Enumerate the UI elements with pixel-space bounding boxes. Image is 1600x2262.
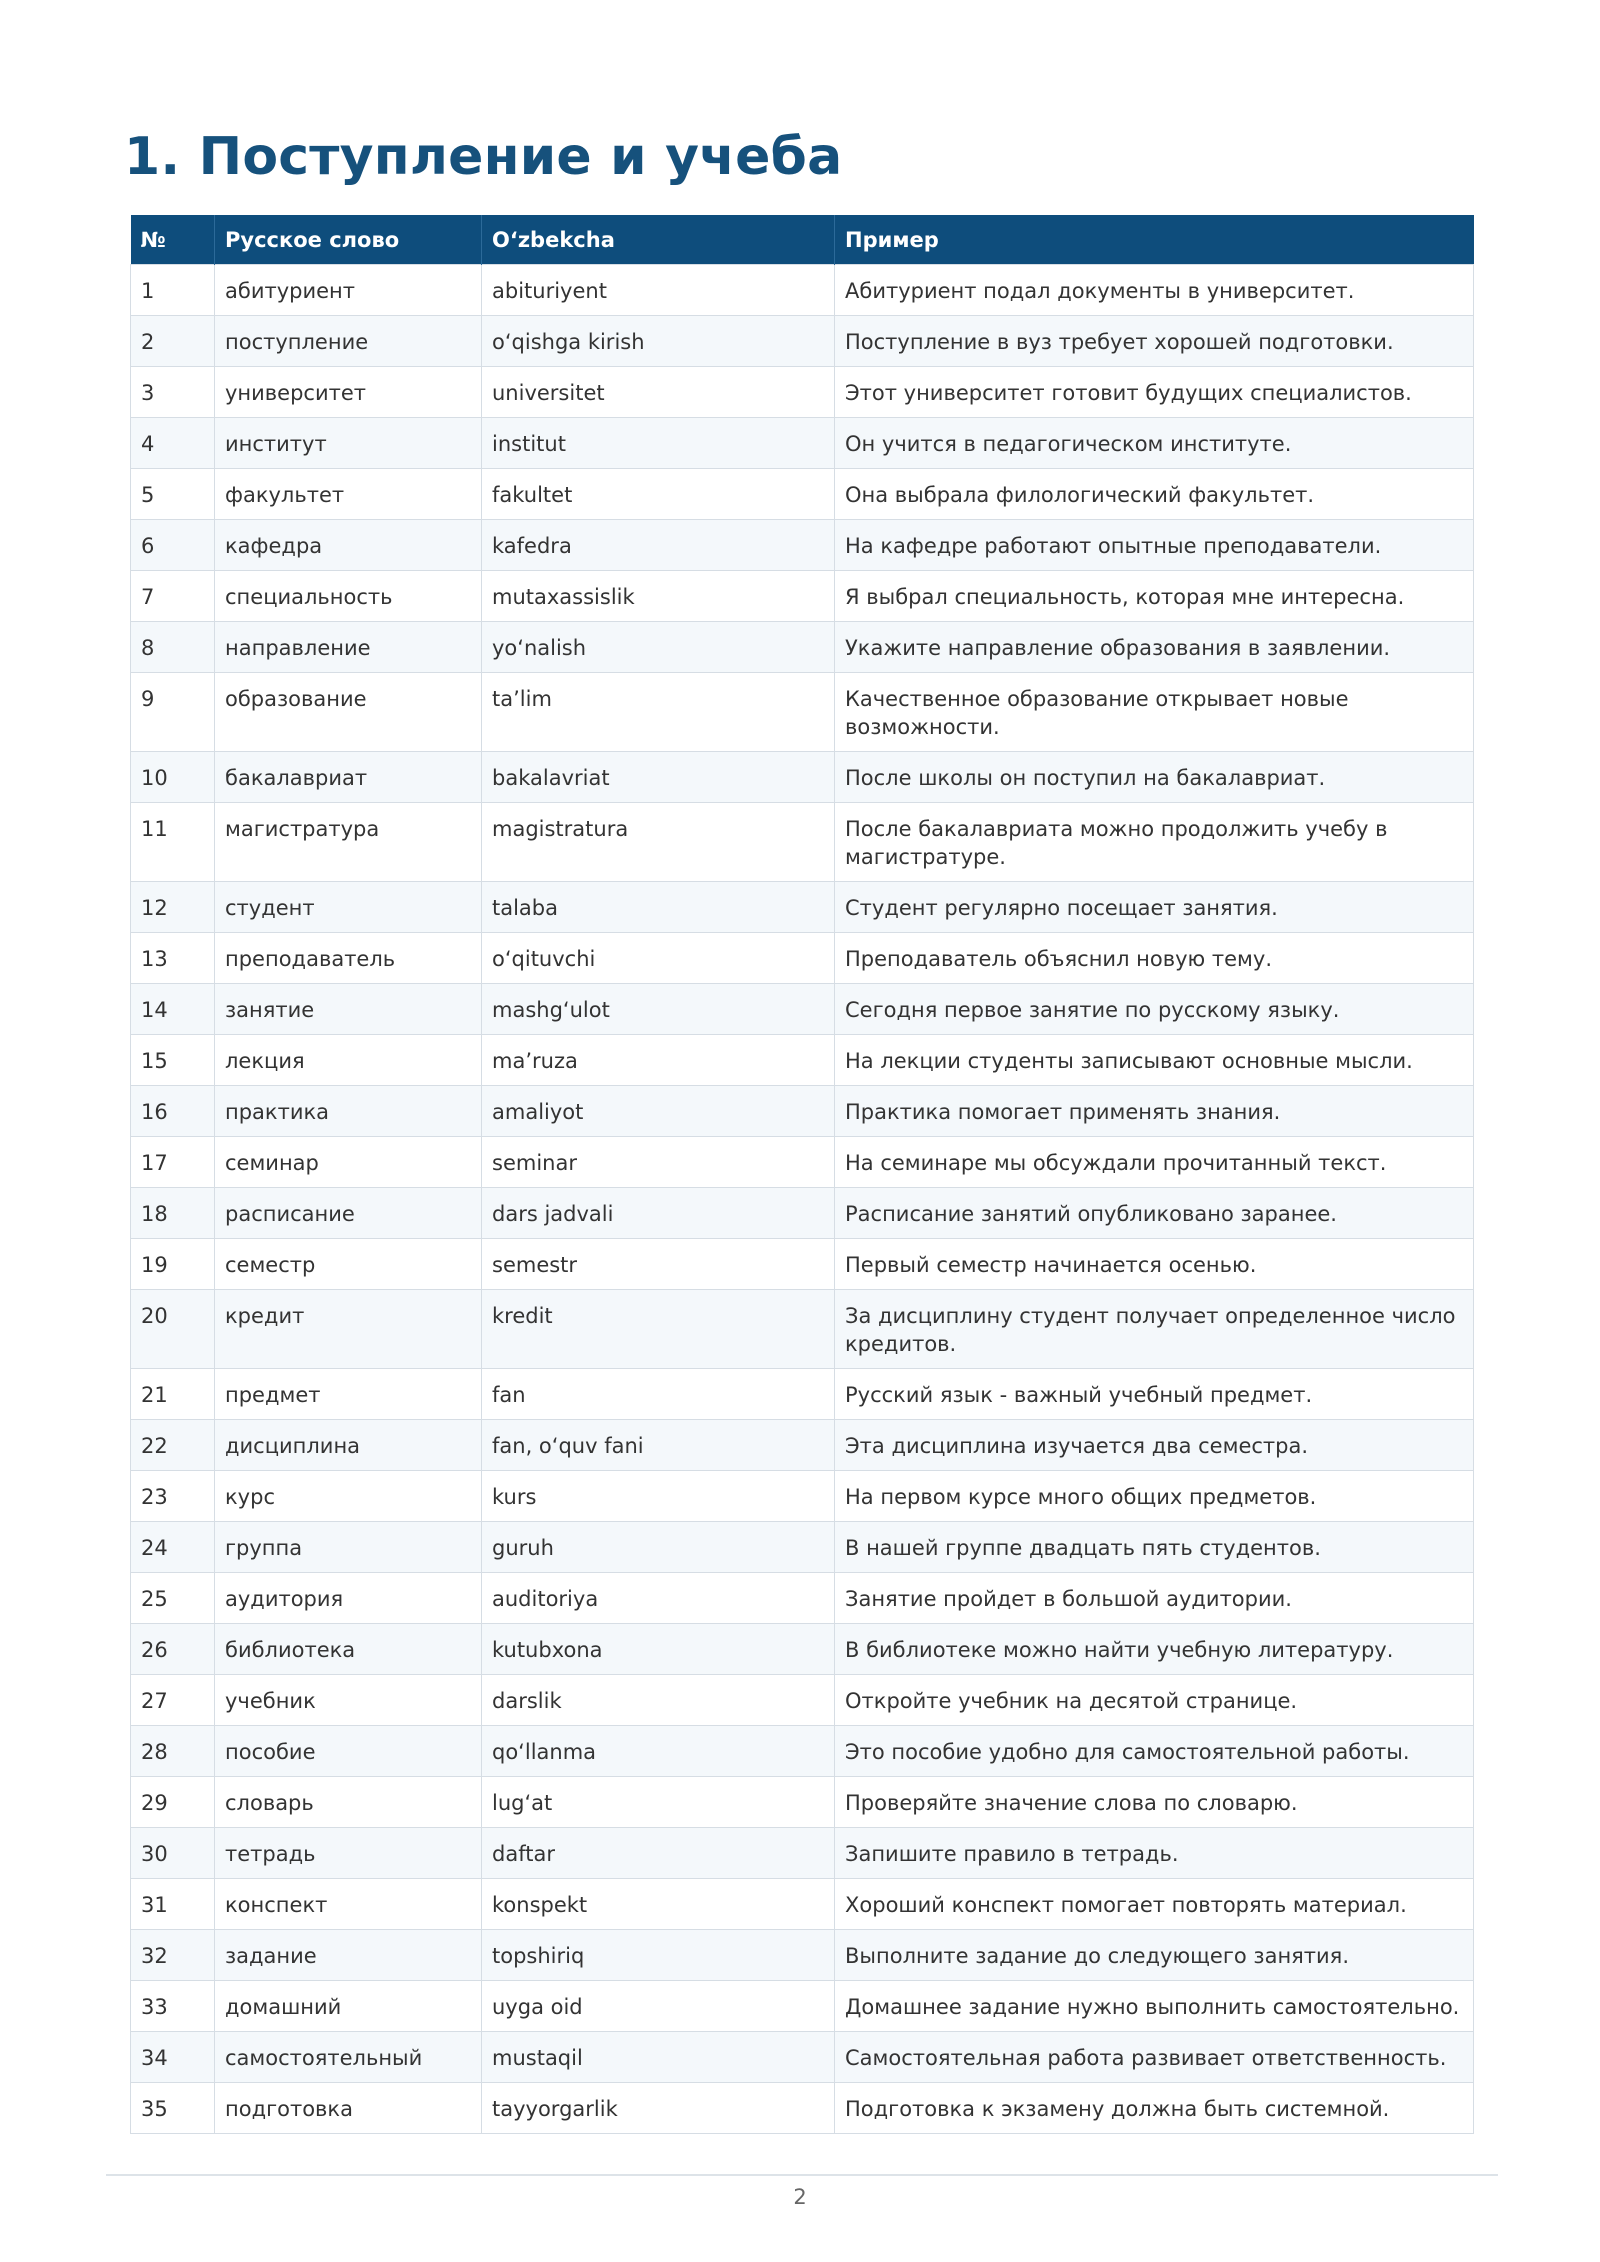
table-row: [131, 1035, 1474, 1086]
example-sentence: За дисциплину студент получает определенное число кредитов.: [835, 1290, 1474, 1369]
example-sentence: В библиотеке можно найти учебную литературу.: [835, 1624, 1474, 1675]
uzbek-word: topshiriq: [482, 1930, 835, 1981]
uzbek-word: guruh: [482, 1522, 835, 1573]
uzbek-word: kutubxona: [482, 1624, 835, 1675]
row-number: 24: [131, 1522, 215, 1573]
table-row: [131, 469, 1474, 520]
uzbek-word: institut: [482, 418, 835, 469]
table-row: [131, 1290, 1474, 1369]
table-row: [131, 1828, 1474, 1879]
example-sentence: Домашнее задание нужно выполнить самостоятельно.: [835, 1981, 1474, 2032]
table-row: [131, 984, 1474, 1035]
row-number: 12: [131, 882, 215, 933]
russian-word: самостоятельный: [215, 2032, 482, 2083]
example-sentence: Преподаватель объяснил новую тему.: [835, 933, 1474, 984]
example-sentence: После бакалавриата можно продолжить учебу в магистратуре.: [835, 803, 1474, 882]
header-russian-word: Русское слово: [215, 215, 482, 265]
example-sentence: Поступление в вуз требует хорошей подготовки.: [835, 316, 1474, 367]
table-body: [131, 265, 1474, 2134]
uzbek-word: darslik: [482, 1675, 835, 1726]
table-row: [131, 1981, 1474, 2032]
table-row: [131, 265, 1474, 316]
example-sentence: Она выбрала филологический факультет.: [835, 469, 1474, 520]
russian-word: домашний: [215, 1981, 482, 2032]
row-number: 25: [131, 1573, 215, 1624]
row-number: 34: [131, 2032, 215, 2083]
example-sentence: На лекции студенты записывают основные мысли.: [835, 1035, 1474, 1086]
russian-word: библиотека: [215, 1624, 482, 1675]
table-row: [131, 673, 1474, 752]
example-sentence: На первом курсе много общих предметов.: [835, 1471, 1474, 1522]
row-number: 27: [131, 1675, 215, 1726]
row-number: 8: [131, 622, 215, 673]
row-number: 33: [131, 1981, 215, 2032]
russian-word: семестр: [215, 1239, 482, 1290]
russian-word: преподаватель: [215, 933, 482, 984]
row-number: 18: [131, 1188, 215, 1239]
example-sentence: Проверяйте значение слова по словарю.: [835, 1777, 1474, 1828]
russian-word: занятие: [215, 984, 482, 1035]
russian-word: факультет: [215, 469, 482, 520]
example-sentence: На семинаре мы обсуждали прочитанный текст.: [835, 1137, 1474, 1188]
uzbek-word: tayyorgarlik: [482, 2083, 835, 2134]
row-number: 1: [131, 265, 215, 316]
table-row: [131, 1573, 1474, 1624]
uzbek-word: o‘qishga kirish: [482, 316, 835, 367]
row-number: 3: [131, 367, 215, 418]
uzbek-word: o‘qituvchi: [482, 933, 835, 984]
example-sentence: Укажите направление образования в заявлении.: [835, 622, 1474, 673]
row-number: 6: [131, 520, 215, 571]
russian-word: лекция: [215, 1035, 482, 1086]
russian-word: институт: [215, 418, 482, 469]
example-sentence: Русский язык - важный учебный предмет.: [835, 1369, 1474, 1420]
table-row: [131, 933, 1474, 984]
example-sentence: Выполните задание до следующего занятия.: [835, 1930, 1474, 1981]
table-row: [131, 1522, 1474, 1573]
example-sentence: Абитуриент подал документы в университет.: [835, 265, 1474, 316]
table-row: [131, 1624, 1474, 1675]
example-sentence: Подготовка к экзамену должна быть системной.: [835, 2083, 1474, 2134]
table-row: [131, 1086, 1474, 1137]
uzbek-word: fan: [482, 1369, 835, 1420]
uzbek-word: ta’lim: [482, 673, 835, 752]
example-sentence: Это пособие удобно для самостоятельной работы.: [835, 1726, 1474, 1777]
russian-word: тетрадь: [215, 1828, 482, 1879]
vocabulary-table: [130, 215, 1474, 2134]
table-row: [131, 571, 1474, 622]
example-sentence: Он учится в педагогическом институте.: [835, 418, 1474, 469]
uzbek-word: mutaxassislik: [482, 571, 835, 622]
uzbek-word: bakalavriat: [482, 752, 835, 803]
table-row: [131, 2032, 1474, 2083]
table-row: [131, 1471, 1474, 1522]
row-number: 7: [131, 571, 215, 622]
example-sentence: Студент регулярно посещает занятия.: [835, 882, 1474, 933]
uzbek-word: mustaqil: [482, 2032, 835, 2083]
example-sentence: После школы он поступил на бакалавриат.: [835, 752, 1474, 803]
row-number: 21: [131, 1369, 215, 1420]
example-sentence: Сегодня первое занятие по русскому языку.: [835, 984, 1474, 1035]
page-number: 2: [793, 2185, 807, 2209]
section-title: 1. Поступление и учеба: [124, 127, 843, 187]
row-number: 11: [131, 803, 215, 882]
header-uzbek: O‘zbekcha: [482, 215, 835, 265]
table-row: [131, 1726, 1474, 1777]
russian-word: аудитория: [215, 1573, 482, 1624]
example-sentence: В нашей группе двадцать пять студентов.: [835, 1522, 1474, 1573]
row-number: 9: [131, 673, 215, 752]
row-number: 13: [131, 933, 215, 984]
table-row: [131, 1188, 1474, 1239]
russian-word: студент: [215, 882, 482, 933]
uzbek-word: kredit: [482, 1290, 835, 1369]
table-row: [131, 316, 1474, 367]
row-number: 35: [131, 2083, 215, 2134]
example-sentence: Я выбрал специальность, которая мне интересна.: [835, 571, 1474, 622]
row-number: 22: [131, 1420, 215, 1471]
row-number: 31: [131, 1879, 215, 1930]
table-row: [131, 520, 1474, 571]
uzbek-word: konspekt: [482, 1879, 835, 1930]
uzbek-word: fan, o‘quv fani: [482, 1420, 835, 1471]
uzbek-word: uyga oid: [482, 1981, 835, 2032]
row-number: 32: [131, 1930, 215, 1981]
uzbek-word: kafedra: [482, 520, 835, 571]
row-number: 20: [131, 1290, 215, 1369]
row-number: 29: [131, 1777, 215, 1828]
table-row: [131, 1420, 1474, 1471]
uzbek-word: kurs: [482, 1471, 835, 1522]
table-row: [131, 1239, 1474, 1290]
uzbek-word: yo‘nalish: [482, 622, 835, 673]
row-number: 15: [131, 1035, 215, 1086]
uzbek-word: talaba: [482, 882, 835, 933]
russian-word: кафедра: [215, 520, 482, 571]
table-row: [131, 882, 1474, 933]
example-sentence: Хороший конспект помогает повторять материал.: [835, 1879, 1474, 1930]
row-number: 16: [131, 1086, 215, 1137]
footer-divider: [106, 2174, 1498, 2176]
row-number: 2: [131, 316, 215, 367]
example-sentence: Практика помогает применять знания.: [835, 1086, 1474, 1137]
row-number: 10: [131, 752, 215, 803]
table-row: [131, 1369, 1474, 1420]
table-row: [131, 2083, 1474, 2134]
uzbek-word: daftar: [482, 1828, 835, 1879]
uzbek-word: magistratura: [482, 803, 835, 882]
table-row: [131, 367, 1474, 418]
russian-word: конспект: [215, 1879, 482, 1930]
russian-word: дисциплина: [215, 1420, 482, 1471]
example-sentence: Занятие пройдет в большой аудитории.: [835, 1573, 1474, 1624]
table-row: [131, 1879, 1474, 1930]
russian-word: специальность: [215, 571, 482, 622]
example-sentence: Эта дисциплина изучается два семестра.: [835, 1420, 1474, 1471]
russian-word: пособие: [215, 1726, 482, 1777]
row-number: 17: [131, 1137, 215, 1188]
example-sentence: Первый семестр начинается осенью.: [835, 1239, 1474, 1290]
header-example: Пример: [835, 215, 1474, 265]
uzbek-word: ma’ruza: [482, 1035, 835, 1086]
russian-word: группа: [215, 1522, 482, 1573]
header-number: №: [131, 215, 215, 265]
row-number: 28: [131, 1726, 215, 1777]
uzbek-word: seminar: [482, 1137, 835, 1188]
uzbek-word: dars jadvali: [482, 1188, 835, 1239]
russian-word: семинар: [215, 1137, 482, 1188]
example-sentence: Этот университет готовит будущих специалистов.: [835, 367, 1474, 418]
row-number: 5: [131, 469, 215, 520]
russian-word: кредит: [215, 1290, 482, 1369]
russian-word: направление: [215, 622, 482, 673]
row-number: 26: [131, 1624, 215, 1675]
table-row: [131, 1137, 1474, 1188]
russian-word: задание: [215, 1930, 482, 1981]
russian-word: курс: [215, 1471, 482, 1522]
uzbek-word: mashg‘ulot: [482, 984, 835, 1035]
row-number: 19: [131, 1239, 215, 1290]
russian-word: поступление: [215, 316, 482, 367]
uzbek-word: abituriyent: [482, 265, 835, 316]
uzbek-word: qo‘llanma: [482, 1726, 835, 1777]
russian-word: образование: [215, 673, 482, 752]
table-row: [131, 1930, 1474, 1981]
russian-word: университет: [215, 367, 482, 418]
table-row: [131, 1675, 1474, 1726]
row-number: 23: [131, 1471, 215, 1522]
russian-word: словарь: [215, 1777, 482, 1828]
uzbek-word: fakultet: [482, 469, 835, 520]
uzbek-word: semestr: [482, 1239, 835, 1290]
russian-word: предмет: [215, 1369, 482, 1420]
russian-word: расписание: [215, 1188, 482, 1239]
example-sentence: Самостоятельная работа развивает ответственность.: [835, 2032, 1474, 2083]
example-sentence: Запишите правило в тетрадь.: [835, 1828, 1474, 1879]
table-header: [131, 215, 1474, 265]
uzbek-word: universitet: [482, 367, 835, 418]
example-sentence: Расписание занятий опубликовано заранее.: [835, 1188, 1474, 1239]
example-sentence: Качественное образование открывает новые возможности.: [835, 673, 1474, 752]
row-number: 30: [131, 1828, 215, 1879]
row-number: 4: [131, 418, 215, 469]
uzbek-word: auditoriya: [482, 1573, 835, 1624]
russian-word: магистратура: [215, 803, 482, 882]
example-sentence: Откройте учебник на десятой странице.: [835, 1675, 1474, 1726]
row-number: 14: [131, 984, 215, 1035]
uzbek-word: amaliyot: [482, 1086, 835, 1137]
russian-word: подготовка: [215, 2083, 482, 2134]
table-row: [131, 622, 1474, 673]
example-sentence: На кафедре работают опытные преподаватели.: [835, 520, 1474, 571]
russian-word: учебник: [215, 1675, 482, 1726]
uzbek-word: lug‘at: [482, 1777, 835, 1828]
table-row: [131, 803, 1474, 882]
russian-word: бакалавриат: [215, 752, 482, 803]
table-row: [131, 1777, 1474, 1828]
header-row: [131, 215, 1474, 265]
russian-word: абитуриент: [215, 265, 482, 316]
table-row: [131, 752, 1474, 803]
table-row: [131, 418, 1474, 469]
russian-word: практика: [215, 1086, 482, 1137]
